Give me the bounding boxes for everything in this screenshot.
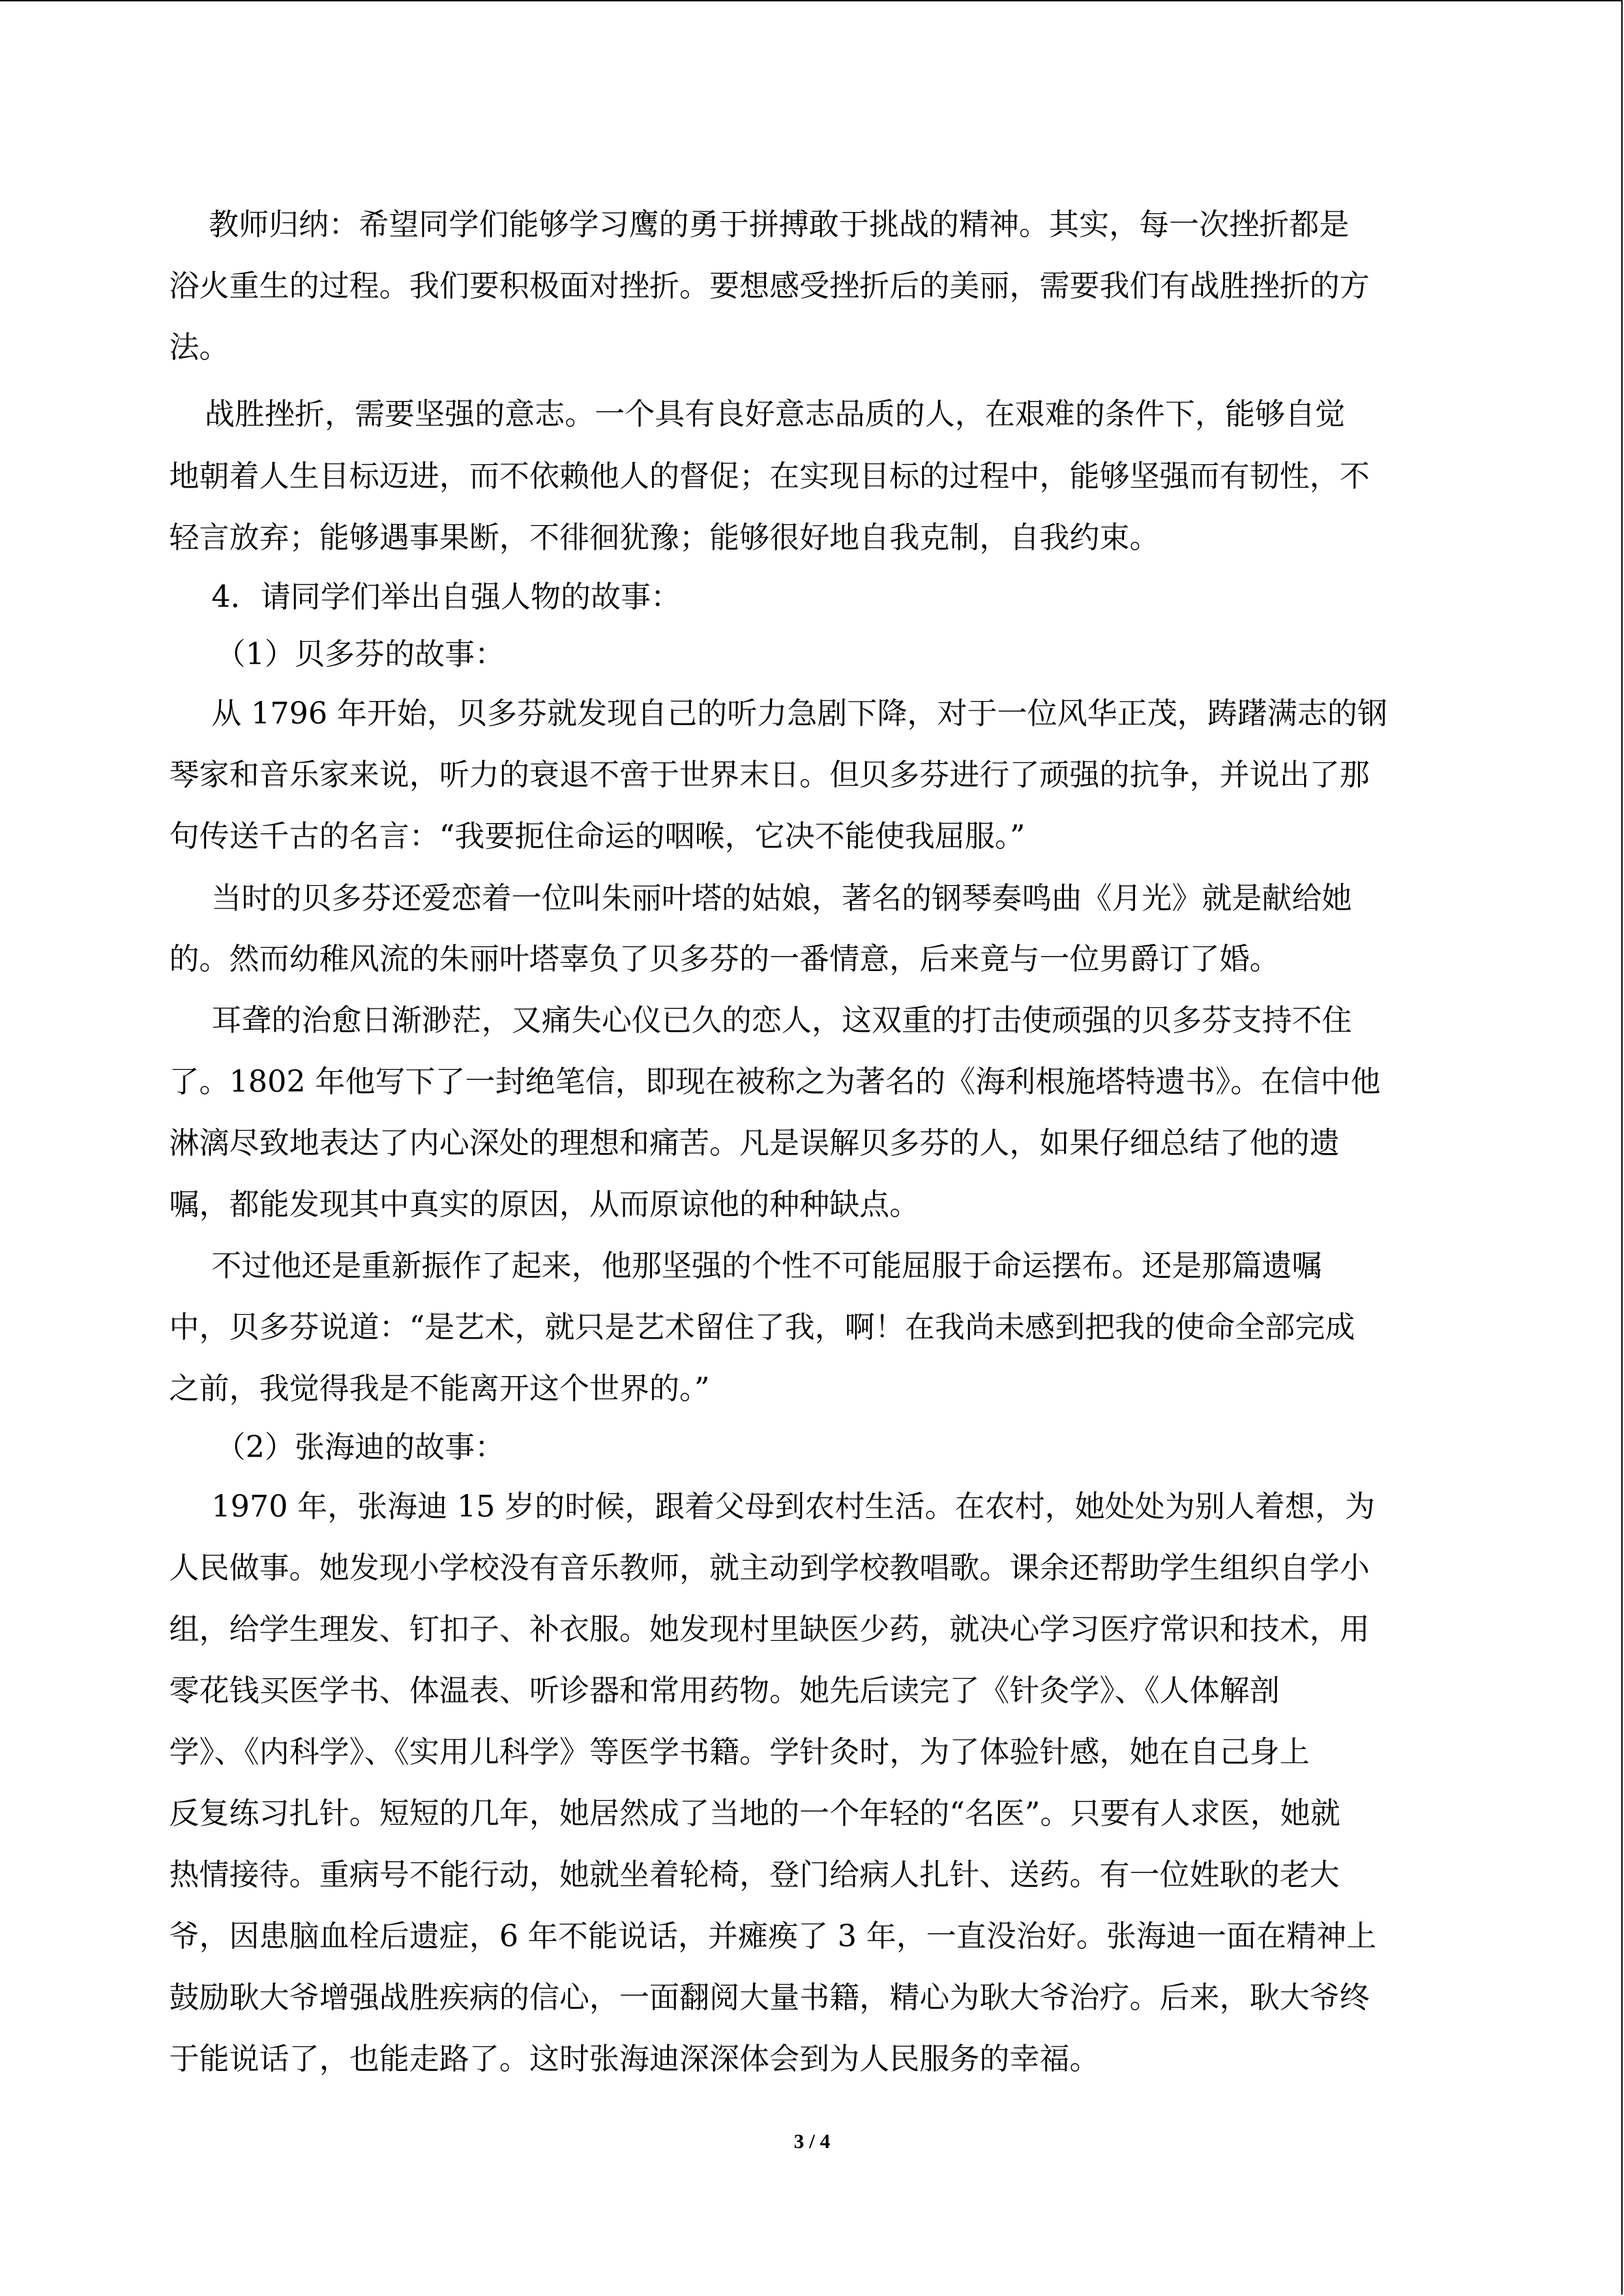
text-line: 人民做事。她发现小学校没有音乐教师，就主动到学校教唱歌。课余还帮助学生组织自学小 xyxy=(169,1551,1370,1585)
text-line: 1970 年，张海迪 15 岁的时候，跟着父母到农村生活。在农村，她处处为别人着想，为 xyxy=(211,1489,1375,1524)
section-heading: （1）贝多芬的故事： xyxy=(216,637,505,672)
section-heading: （2）张海迪的故事： xyxy=(216,1430,505,1465)
text-line: 组，给学生理发、钉扣子、补衣服。她发现村里缺医少药，就决心学习医疗常识和技术，用 xyxy=(169,1612,1370,1647)
text-line: 耳聋的治愈日渐渺茫，又痛失心仪已久的恋人，这双重的打击使顽强的贝多芬支持不住 xyxy=(211,1003,1352,1038)
page-number: 3 / 4 xyxy=(793,2130,831,2153)
text-line: 地朝着人生目标迈进，而不依赖他人的督促；在实现目标的过程中，能够坚强而有韧性，不 xyxy=(169,459,1370,494)
text-line: 中，贝多芬说道：“是艺术，就只是艺术留住了我，啊！在我尚未感到把我的使命全部完成 xyxy=(169,1310,1355,1345)
text-line: 法。 xyxy=(169,330,229,365)
text-line: 学》、《内科学》、《实用儿科学》等医学书籍。学针灸时，为了体验针感，她在自己身上 xyxy=(169,1735,1310,1770)
text-line: 教师归纳：希望同学们能够学习鹰的勇于拼搏敢于挑战的精神。其实，每一次挫折都是 xyxy=(209,207,1349,242)
text-line: 浴火重生的过程。我们要积极面对挫折。要想感受挫折后的美丽，需要我们有战胜挫折的方 xyxy=(169,269,1370,303)
text-line: 句传送千古的名言：“我要扼住命运的咽喉，它决不能使我屈服。” xyxy=(169,819,1025,854)
text-line: 鼓励耿大爷增强战胜疾病的信心，一面翻阅大量书籍，精心为耿大爷治疗。后来，耿大爷终 xyxy=(169,1980,1370,2015)
text-line: 轻言放弃；能够遇事果断，不徘徊犹豫；能够很好地自我克制，自我约束。 xyxy=(169,520,1160,555)
text-line: 不过他还是重新振作了起来，他那坚强的个性不可能屈服于命运摆布。还是那篇遗嘱 xyxy=(211,1249,1322,1283)
text-line: 了。1802 年他写下了一封绝笔信，即现在被称之为著名的《海利根施塔特遗书》。在信中他 xyxy=(169,1064,1381,1099)
text-line: 战胜挫折，需要坚强的意志。一个具有良好意志品质的人，在艰难的条件下，能够自觉 xyxy=(205,397,1345,432)
text-line: 当时的贝多芬还爱恋着一位叫朱丽叶塔的姑娘，著名的钢琴奏鸣曲《月光》就是献给她 xyxy=(211,881,1352,916)
text-line: 零花钱买医学书、体温表、听诊器和常用药物。她先后读完了《针灸学》、《人体解剖 xyxy=(169,1673,1280,1708)
text-line: 琴家和音乐家来说，听力的衰退不啻于世界末日。但贝多芬进行了顽强的抗争，并说出了那 xyxy=(169,758,1370,792)
text-line: 热情接待。重病号不能行动，她就坐着轮椅，登门给病人扎针、送药。有一位姓耿的老大 xyxy=(169,1858,1340,1892)
text-line: 嘱，都能发现其中真实的原因，从而原谅他的种种缺点。 xyxy=(169,1187,919,1222)
text-line: 从 1796 年开始，贝多芬就发现自己的听力急剧下降，对于一位风华正茂，踌躇满志的钢 xyxy=(211,696,1387,731)
text-line: 反复练习扎针。短短的几年，她居然成了当地的一个年轻的“名医”。只要有人求医，她就 xyxy=(169,1796,1340,1831)
text-line: 淋漓尽致地表达了内心深处的理想和痛苦。凡是误解贝多芬的人，如果仔细总结了他的遗 xyxy=(169,1126,1340,1161)
text-line: 爷，因患脑血栓后遗症，6 年不能说话，并瘫痪了 3 年，一直没治好。张海迪一面在精神上 xyxy=(169,1919,1376,1954)
text-line: 之前，我觉得我是不能离开这个世界的。” xyxy=(169,1371,710,1406)
text-line: 的。然而幼稚风流的朱丽叶塔辜负了贝多芬的一番情意，后来竟与一位男爵订了婚。 xyxy=(169,942,1280,976)
text-line: 4．请同学们举出自强人物的故事： xyxy=(211,580,681,614)
text-line: 于能说话了，也能走路了。这时张海迪深深体会到为人民服务的幸福。 xyxy=(169,2042,1099,2076)
